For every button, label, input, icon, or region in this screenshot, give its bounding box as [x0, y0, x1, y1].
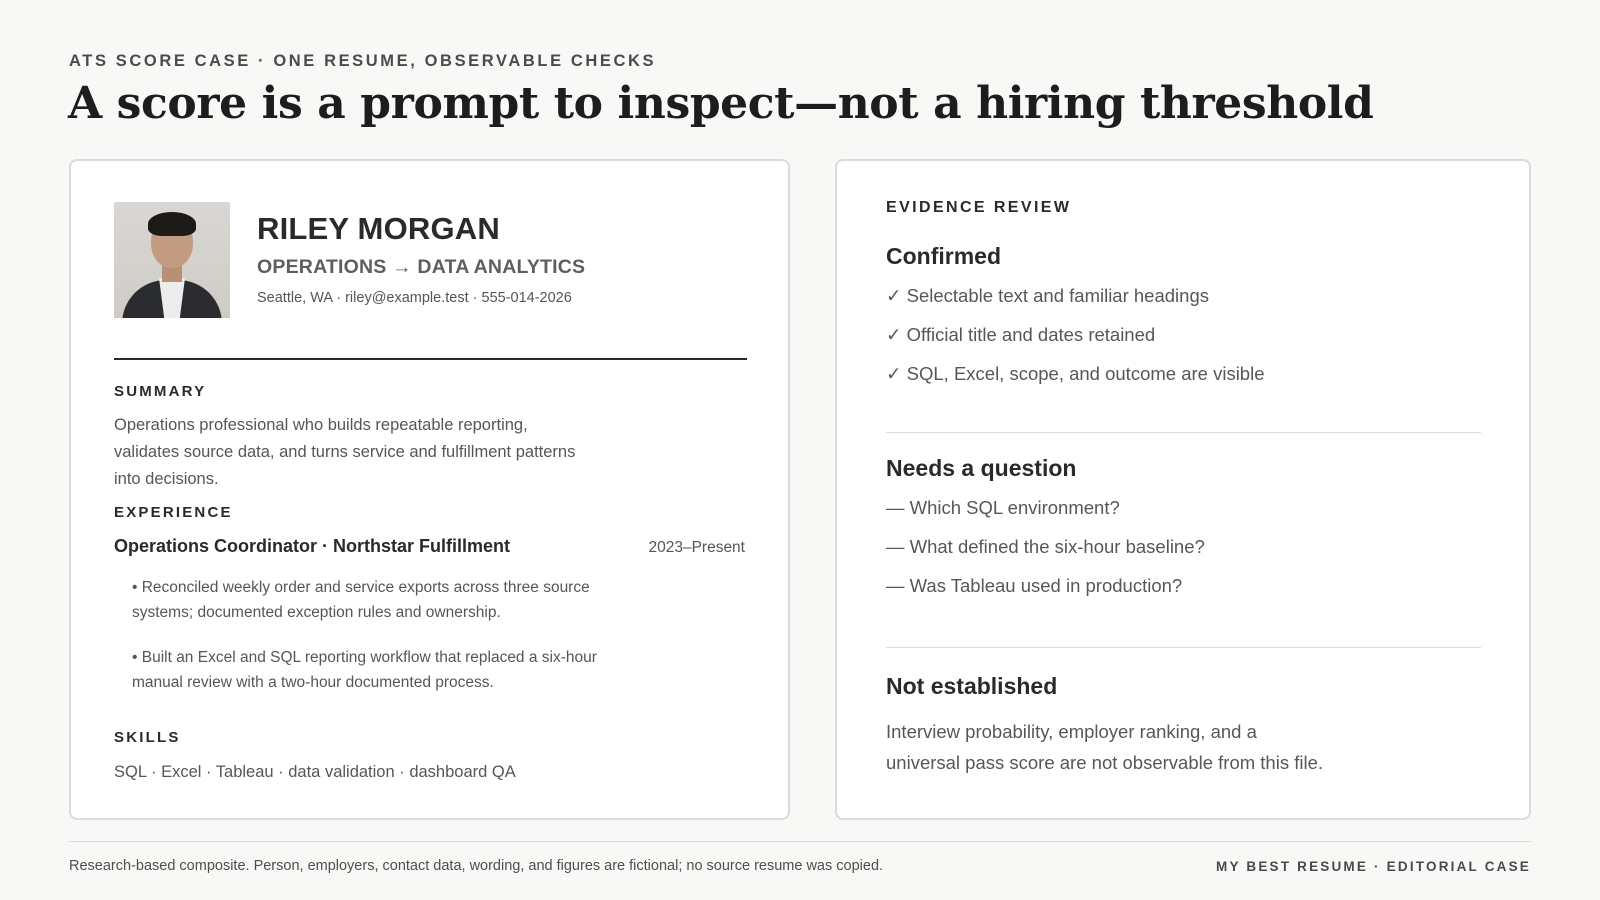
summary-text: Operations professional who builds repeatable reporting, validates source data, and turns service and fulfillment patterns into decisions.: [114, 416, 576, 488]
resume-name: RILEY MORGAN: [257, 211, 500, 246]
skills-label: SKILLS: [114, 729, 181, 746]
footer-brand: MY BEST RESUME · EDITORIAL CASE: [1216, 859, 1531, 874]
profile-photo: [114, 202, 230, 318]
resume-role: OPERATIONS → DATA ANALYTICS: [257, 256, 586, 278]
resume-card: [69, 159, 790, 820]
photo-hair: [148, 212, 196, 236]
resume-divider: [114, 358, 747, 360]
resume-contact: Seattle, WA · riley@example.test · 555-014-2026: [257, 290, 572, 306]
question-item: — What defined the six-hour baseline?: [886, 536, 1205, 557]
question-heading: Needs a question: [886, 455, 1077, 481]
job-bullet: • Reconciled weekly order and service exports across three source systems; documented exception rules and ownership.: [132, 579, 590, 621]
section-divider: [886, 647, 1481, 648]
not-established-heading: Not established: [886, 673, 1058, 699]
job-title: Operations Coordinator · Northstar Fulfillment: [114, 536, 511, 556]
job-bullet: • Built an Excel and SQL reporting workflow that replaced a six-hour manual review with a two-hour documented process.: [132, 649, 597, 691]
not-established-text: Interview probability, employer ranking, and a universal pass score are not observable from this file.: [886, 721, 1324, 773]
evidence-label: EVIDENCE REVIEW: [886, 199, 1072, 216]
summary-label: SUMMARY: [114, 383, 207, 400]
eyebrow: ATS SCORE CASE · ONE RESUME, OBSERVABLE CHECKS: [69, 52, 657, 70]
evidence-card: [835, 159, 1531, 820]
confirmed-item: ✓ Official title and dates retained: [886, 324, 1156, 345]
footer-note: Research-based composite. Person, employers, contact data, wording, and figures are fictional; no source resume was copied.: [69, 858, 884, 874]
job-dates: 2023–Present: [648, 539, 745, 556]
page-title: A score is a prompt to inspect—not a hiring threshold: [68, 78, 1374, 129]
section-divider: [886, 432, 1481, 433]
confirmed-item: ✓ SQL, Excel, scope, and outcome are visible: [886, 363, 1265, 384]
experience-label: EXPERIENCE: [114, 504, 233, 521]
question-item: — Which SQL environment?: [886, 497, 1120, 518]
skills-text: SQL · Excel · Tableau · data validation · dashboard QA: [114, 763, 516, 781]
footer-divider: [69, 841, 1531, 842]
confirmed-heading: Confirmed: [886, 243, 1001, 269]
confirmed-item: ✓ Selectable text and familiar headings: [886, 285, 1209, 306]
question-item: — Was Tableau used in production?: [886, 575, 1183, 596]
